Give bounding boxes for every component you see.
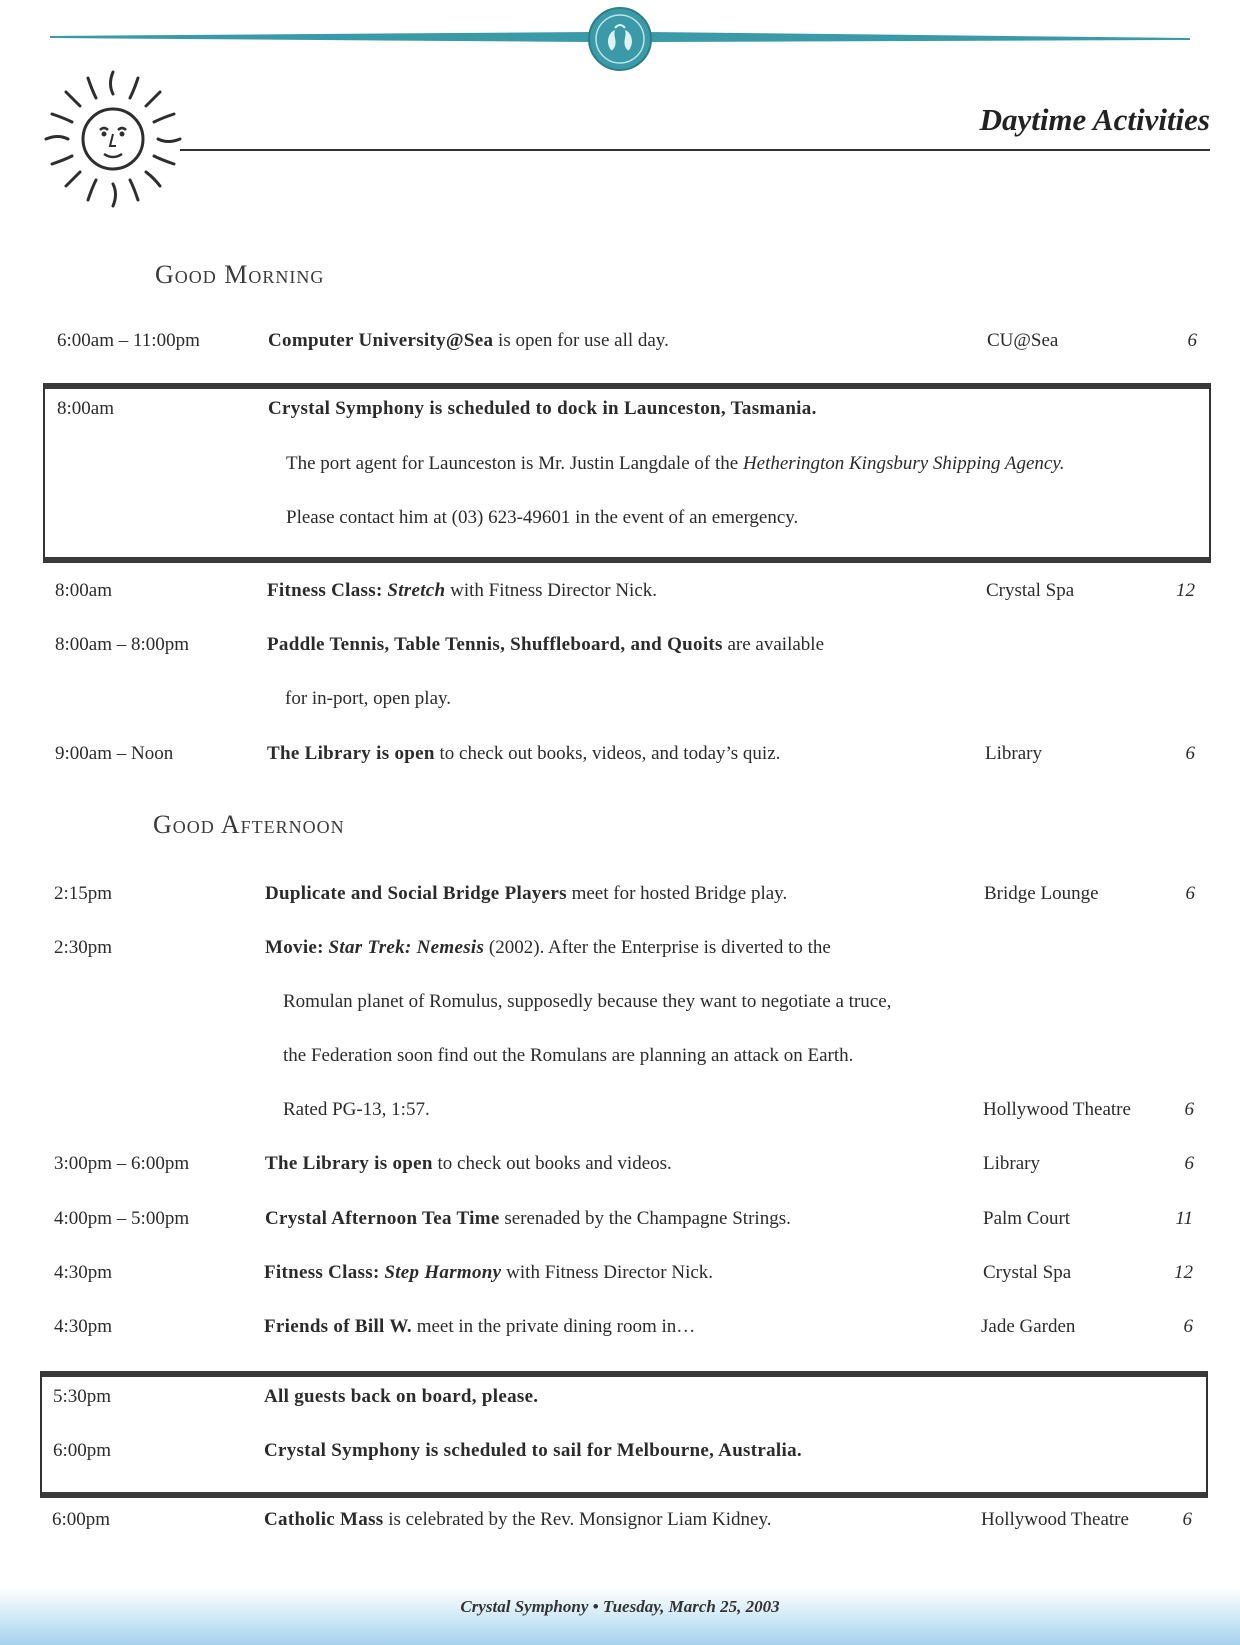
activity-description: The Library is open to check out books, videos, and today’s quiz. [267,743,781,764]
activity-description [268,330,669,352]
activity-time: 3:00pm – 6:00pm [54,1153,190,1174]
list-item [0,883,1240,913]
deck-number: 6 [1182,1509,1192,1530]
title-rule [180,149,1210,151]
activity-time: 4:30pm [54,1262,113,1283]
deck-number: 6 [1187,330,1197,351]
notice-line: Please contact him at (03) 623-49601 in the event of an emergency. [286,507,799,528]
activity-location: Palm Court [983,1208,1071,1229]
notice-row [0,398,1240,428]
section-heading-morning: Good Morning [155,260,325,289]
list-item [0,1316,1240,1346]
list-item [0,1153,1240,1183]
list-item [0,937,1240,967]
activity-time: 2:15pm [54,883,113,904]
activity-continuation: Rated PG-13, 1:57. [283,1099,430,1120]
list-item [0,330,1240,360]
activity-description: Friends of Bill W. meet in the private dining room in… [264,1316,696,1337]
activity-description: Catholic Mass is celebrated by the Rev. Monsignor Liam Kidney. [264,1509,772,1530]
activity-location: Hollywood Theatre [983,1099,1131,1120]
activity-description: Fitness Class: Step Harmony with Fitness Director Nick. [264,1262,714,1283]
notice-line: The port agent for Launceston is Mr. Justin Langdale of the Hetherington Kingsbury Shipping Agency. [286,453,1065,474]
list-item [0,634,1240,664]
notice-headline: Crystal Symphony is scheduled to dock in Launceston, Tasmania. [268,398,817,419]
activity-description: Crystal Afternoon Tea Time serenaded by the Champagne Strings. [265,1208,791,1229]
deck-number: 11 [1175,1208,1193,1229]
page-title: Daytime Activities [979,102,1210,137]
activity-location: Jade Garden [981,1316,1076,1337]
list-item [0,743,1240,773]
list-item [0,1099,1240,1129]
agency-name: Hetherington Kingsbury Shipping Agency. [742,453,1065,474]
list-item [0,580,1240,610]
notice-time: 5:30pm [53,1386,112,1407]
activity-location: Crystal Spa [986,580,1075,601]
deck-number: 12 [1176,580,1195,601]
activity-time: 8:00am [55,580,112,601]
deck-number: 6 [1184,1099,1194,1120]
section-heading-afternoon: Good Afternoon [153,810,345,839]
notice-row [0,1440,1240,1470]
deck-number: 6 [1184,1153,1194,1174]
notice-row [0,1386,1240,1416]
notice-time: 8:00am [57,398,114,419]
movie-title: Star Trek: Nemesis [328,937,485,958]
activity-time: 6:00pm [52,1509,111,1530]
sun-face-icon [38,64,188,214]
activity-title: Computer University@Sea [268,330,494,351]
notice-time: 6:00pm [53,1440,112,1461]
activity-time: 4:30pm [54,1316,113,1337]
footer-text: Crystal Symphony • Tuesday, March 25, 2003 [460,1597,780,1616]
activity-location: Bridge Lounge [984,883,1099,904]
activity-location: Hollywood Theatre [981,1509,1129,1530]
activity-continuation: for in-port, open play. [285,688,452,709]
deck-number: 6 [1185,743,1195,764]
list-item [0,1262,1240,1292]
deck-number: 6 [1183,1316,1193,1337]
activity-location: CU@Sea [987,330,1059,351]
activity-continuation: Romulan planet of Romulus, supposedly because they want to negotiate a truce, [283,991,892,1012]
activity-description: Paddle Tennis, Table Tennis, Shuffleboard, and Quoits are available [267,634,824,655]
activity-description: Movie: Star Trek: Nemesis (2002). After the Enterprise is diverted to the [265,937,831,958]
activity-detail: is open for use all day. [493,330,669,351]
activity-time: 9:00am – Noon [55,743,174,764]
deck-number: 12 [1174,1262,1193,1283]
activity-time: 4:00pm – 5:00pm [54,1208,190,1229]
seahorse-medallion-icon [587,6,653,72]
activity-description: Fitness Class: Stretch with Fitness Director Nick. [267,580,657,601]
activity-location: Library [985,743,1042,764]
notice-text: All guests back on board, please. [264,1386,539,1407]
list-item [0,1509,1240,1539]
list-item [0,1208,1240,1238]
activity-continuation: the Federation soon find out the Romulans are planning an attack on Earth. [283,1045,854,1066]
activity-location: Library [983,1153,1040,1174]
activity-time: 2:30pm [54,937,113,958]
notice-text: Crystal Symphony is scheduled to sail for Melbourne, Australia. [264,1440,802,1461]
activity-description: Duplicate and Social Bridge Players meet for hosted Bridge play. [265,883,788,904]
activity-time: 8:00am – 8:00pm [55,634,190,655]
activity-location: Crystal Spa [983,1262,1072,1283]
activity-description: The Library is open to check out books and videos. [265,1153,672,1174]
activity-time: 6:00am – 11:00pm [57,330,200,351]
deck-number: 6 [1185,883,1195,904]
